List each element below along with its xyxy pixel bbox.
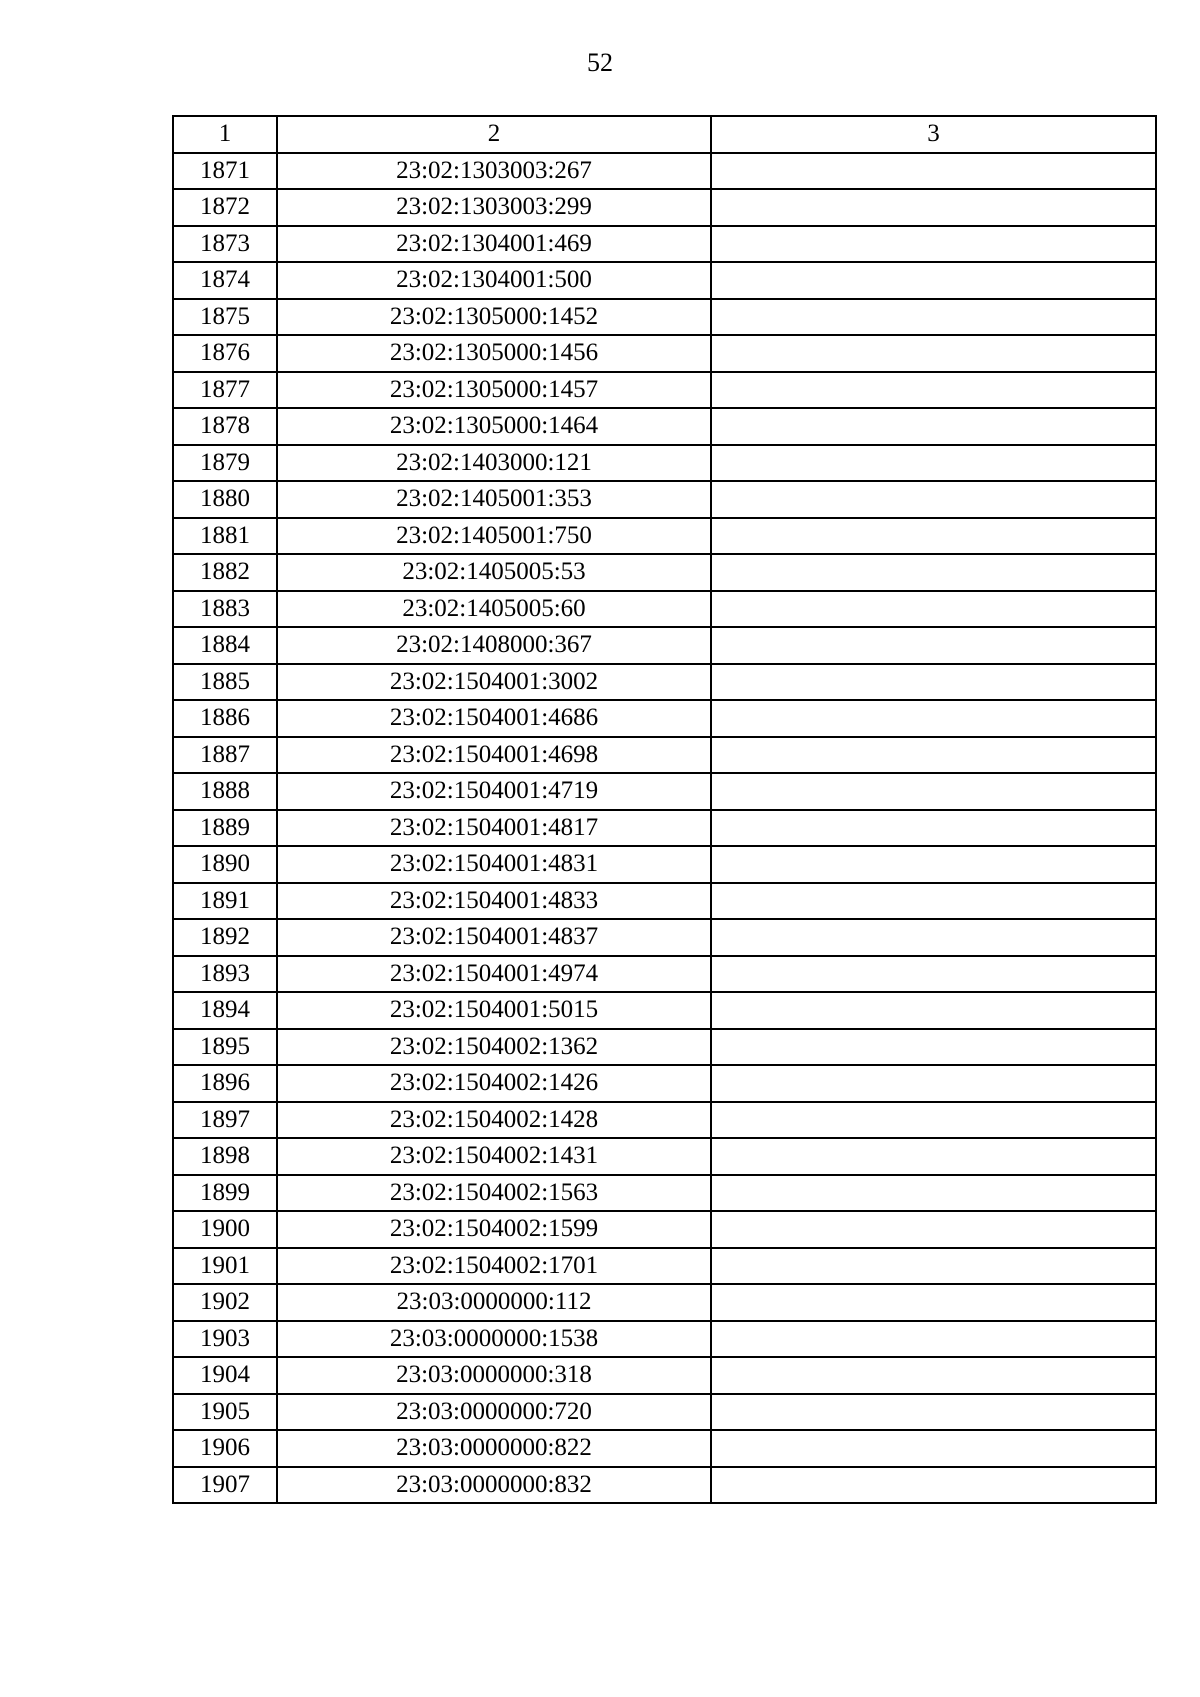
table-row — [173, 956, 1156, 993]
cadastral-number-cell: 23:02:1403000:121 — [277, 445, 711, 482]
cadastral-number-cell: 23:02:1303003:299 — [277, 189, 711, 226]
row-number-cell: 1881 — [173, 518, 277, 555]
note-cell — [711, 1394, 1156, 1431]
cadastral-number-cell: 23:03:0000000:832 — [277, 1467, 711, 1504]
table-row — [173, 664, 1156, 701]
row-number-cell: 1875 — [173, 299, 277, 336]
table-row — [173, 1065, 1156, 1102]
cadastral-number-cell: 23:02:1405001:353 — [277, 481, 711, 518]
cadastral-number-cell: 23:03:0000000:1538 — [277, 1321, 711, 1358]
cadastral-number-cell: 23:02:1405001:750 — [277, 518, 711, 555]
row-number-cell: 1889 — [173, 810, 277, 847]
note-cell — [711, 1029, 1156, 1066]
row-number-cell: 1879 — [173, 445, 277, 482]
row-number-cell: 1900 — [173, 1211, 277, 1248]
note-cell — [711, 445, 1156, 482]
note-cell — [711, 153, 1156, 190]
cadastral-number-cell: 23:02:1408000:367 — [277, 627, 711, 664]
cadastral-number-cell: 23:02:1405005:53 — [277, 554, 711, 591]
table-row — [173, 153, 1156, 190]
cadastral-number-cell: 23:02:1504002:1563 — [277, 1175, 711, 1212]
cadastral-number-cell: 23:02:1504002:1701 — [277, 1248, 711, 1285]
note-cell — [711, 1430, 1156, 1467]
note-cell — [711, 1284, 1156, 1321]
data-table — [172, 115, 1157, 1504]
table-body — [173, 153, 1156, 1504]
note-cell — [711, 1357, 1156, 1394]
table-row — [173, 1029, 1156, 1066]
cadastral-number-cell: 23:02:1504001:3002 — [277, 664, 711, 701]
cadastral-number-cell: 23:02:1504001:4837 — [277, 919, 711, 956]
row-number-cell: 1888 — [173, 773, 277, 810]
cadastral-number-cell: 23:02:1303003:267 — [277, 153, 711, 190]
table-row — [173, 737, 1156, 774]
table-row — [173, 189, 1156, 226]
row-number-cell: 1906 — [173, 1430, 277, 1467]
cadastral-number-cell: 23:02:1304001:469 — [277, 226, 711, 263]
row-number-cell: 1877 — [173, 372, 277, 409]
note-cell — [711, 846, 1156, 883]
cadastral-number-cell: 23:03:0000000:822 — [277, 1430, 711, 1467]
note-cell — [711, 481, 1156, 518]
note-cell — [711, 919, 1156, 956]
cadastral-number-cell: 23:02:1504001:4698 — [277, 737, 711, 774]
cadastral-number-cell: 23:02:1504001:4719 — [277, 773, 711, 810]
header-cell-2: 2 — [277, 116, 711, 153]
note-cell — [711, 372, 1156, 409]
table-row — [173, 700, 1156, 737]
row-number-cell: 1884 — [173, 627, 277, 664]
note-cell — [711, 226, 1156, 263]
cadastral-number-cell: 23:02:1504002:1362 — [277, 1029, 711, 1066]
cadastral-number-cell: 23:02:1304001:500 — [277, 262, 711, 299]
row-number-cell: 1896 — [173, 1065, 277, 1102]
note-cell — [711, 700, 1156, 737]
table-row — [173, 992, 1156, 1029]
table-row — [173, 226, 1156, 263]
table-row — [173, 372, 1156, 409]
note-cell — [711, 408, 1156, 445]
table-row — [173, 1321, 1156, 1358]
row-number-cell: 1907 — [173, 1467, 277, 1504]
table-row — [173, 335, 1156, 372]
note-cell — [711, 773, 1156, 810]
table-row — [173, 846, 1156, 883]
row-number-cell: 1887 — [173, 737, 277, 774]
row-number-cell: 1895 — [173, 1029, 277, 1066]
cadastral-number-cell: 23:02:1405005:60 — [277, 591, 711, 628]
cadastral-number-cell: 23:02:1504001:4831 — [277, 846, 711, 883]
row-number-cell: 1905 — [173, 1394, 277, 1431]
cadastral-number-cell: 23:03:0000000:720 — [277, 1394, 711, 1431]
note-cell — [711, 737, 1156, 774]
table-row — [173, 919, 1156, 956]
note-cell — [711, 189, 1156, 226]
cadastral-number-cell: 23:02:1504001:4833 — [277, 883, 711, 920]
note-cell — [711, 992, 1156, 1029]
note-cell — [711, 1467, 1156, 1504]
row-number-cell: 1901 — [173, 1248, 277, 1285]
cadastral-number-cell: 23:02:1504001:4974 — [277, 956, 711, 993]
cadastral-number-cell: 23:02:1504001:4686 — [277, 700, 711, 737]
note-cell — [711, 1138, 1156, 1175]
table-row — [173, 1394, 1156, 1431]
table-row — [173, 518, 1156, 555]
table-row — [173, 1138, 1156, 1175]
cadastral-number-cell: 23:02:1305000:1452 — [277, 299, 711, 336]
table-row — [173, 299, 1156, 336]
row-number-cell: 1892 — [173, 919, 277, 956]
table-row — [173, 1467, 1156, 1504]
row-number-cell: 1899 — [173, 1175, 277, 1212]
table-row — [173, 1248, 1156, 1285]
note-cell — [711, 627, 1156, 664]
cadastral-number-cell: 23:03:0000000:318 — [277, 1357, 711, 1394]
cadastral-number-cell: 23:02:1305000:1456 — [277, 335, 711, 372]
cadastral-number-cell: 23:02:1504001:5015 — [277, 992, 711, 1029]
note-cell — [711, 1065, 1156, 1102]
note-cell — [711, 591, 1156, 628]
table-row — [173, 810, 1156, 847]
table-row — [173, 773, 1156, 810]
row-number-cell: 1890 — [173, 846, 277, 883]
cadastral-number-cell: 23:02:1504002:1426 — [277, 1065, 711, 1102]
row-number-cell: 1891 — [173, 883, 277, 920]
row-number-cell: 1873 — [173, 226, 277, 263]
note-cell — [711, 554, 1156, 591]
table-row — [173, 1102, 1156, 1139]
row-number-cell: 1880 — [173, 481, 277, 518]
table-header-row — [173, 116, 1156, 153]
row-number-cell: 1878 — [173, 408, 277, 445]
row-number-cell: 1883 — [173, 591, 277, 628]
row-number-cell: 1872 — [173, 189, 277, 226]
table-row — [173, 262, 1156, 299]
cadastral-number-cell: 23:02:1305000:1464 — [277, 408, 711, 445]
table-row — [173, 591, 1156, 628]
row-number-cell: 1894 — [173, 992, 277, 1029]
table-row — [173, 1357, 1156, 1394]
row-number-cell: 1871 — [173, 153, 277, 190]
note-cell — [711, 664, 1156, 701]
note-cell — [711, 299, 1156, 336]
cadastral-number-cell: 23:02:1305000:1457 — [277, 372, 711, 409]
note-cell — [711, 1321, 1156, 1358]
row-number-cell: 1902 — [173, 1284, 277, 1321]
row-number-cell: 1882 — [173, 554, 277, 591]
note-cell — [711, 1175, 1156, 1212]
row-number-cell: 1904 — [173, 1357, 277, 1394]
note-cell — [711, 883, 1156, 920]
table-row — [173, 1175, 1156, 1212]
table-row — [173, 445, 1156, 482]
table-row — [173, 627, 1156, 664]
note-cell — [711, 956, 1156, 993]
row-number-cell: 1886 — [173, 700, 277, 737]
table-row — [173, 1211, 1156, 1248]
row-number-cell: 1903 — [173, 1321, 277, 1358]
table-row — [173, 408, 1156, 445]
row-number-cell: 1885 — [173, 664, 277, 701]
row-number-cell: 1876 — [173, 335, 277, 372]
note-cell — [711, 1102, 1156, 1139]
cadastral-number-cell: 23:03:0000000:112 — [277, 1284, 711, 1321]
table-row — [173, 554, 1156, 591]
table-row — [173, 883, 1156, 920]
note-cell — [711, 1211, 1156, 1248]
page-number: 52 — [587, 48, 613, 77]
row-number-cell: 1893 — [173, 956, 277, 993]
table-row — [173, 1430, 1156, 1467]
note-cell — [711, 335, 1156, 372]
note-cell — [711, 1248, 1156, 1285]
header-cell-3: 3 — [711, 116, 1156, 153]
note-cell — [711, 262, 1156, 299]
cadastral-number-cell: 23:02:1504001:4817 — [277, 810, 711, 847]
row-number-cell: 1874 — [173, 262, 277, 299]
note-cell — [711, 810, 1156, 847]
table-row — [173, 1284, 1156, 1321]
header-cell-1: 1 — [173, 116, 277, 153]
table-row — [173, 481, 1156, 518]
cadastral-number-cell: 23:02:1504002:1599 — [277, 1211, 711, 1248]
row-number-cell: 1897 — [173, 1102, 277, 1139]
cadastral-number-cell: 23:02:1504002:1431 — [277, 1138, 711, 1175]
note-cell — [711, 518, 1156, 555]
cadastral-number-cell: 23:02:1504002:1428 — [277, 1102, 711, 1139]
row-number-cell: 1898 — [173, 1138, 277, 1175]
